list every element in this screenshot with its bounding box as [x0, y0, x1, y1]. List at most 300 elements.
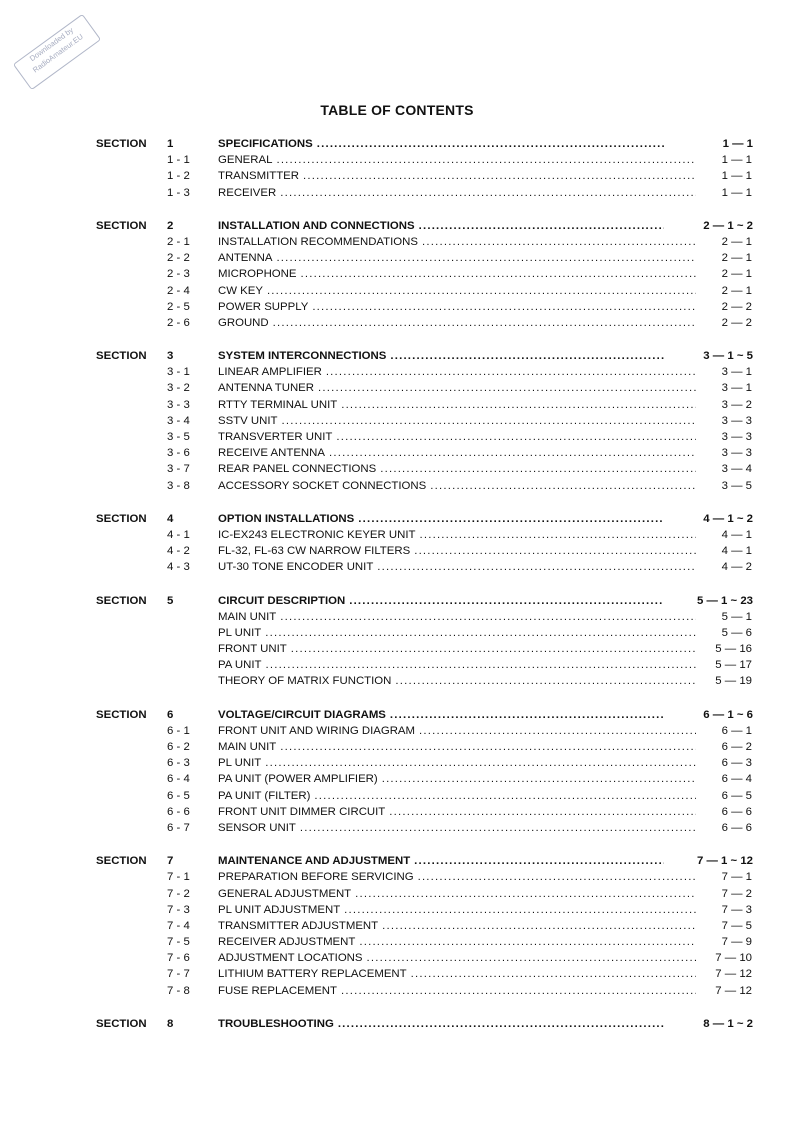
toc-entry [0, 234, 794, 250]
entry-title-leader [218, 625, 696, 641]
toc-entry [0, 788, 794, 804]
entry-page: 3 — 2 [721, 398, 752, 411]
dot-leader [318, 380, 696, 396]
entry-title: ANTENNA TUNER [218, 382, 314, 395]
entry-number: 6 - 4 [167, 773, 190, 786]
entry-title-leader [218, 461, 696, 477]
entry-title-leader [218, 983, 696, 999]
toc-entry [0, 609, 794, 625]
dot-leader [419, 218, 664, 234]
entry-number: 7 - 5 [167, 936, 190, 949]
entry-number: 7 - 8 [167, 984, 190, 997]
toc-entry [0, 657, 794, 673]
entry-title-leader [218, 250, 696, 266]
toc-entry [0, 966, 794, 982]
entry-title-leader [218, 299, 696, 315]
entry-title: PA UNIT [218, 659, 262, 672]
entry-title-leader [218, 234, 696, 250]
entry-title: TRANSVERTER UNIT [218, 431, 333, 443]
entry-title: RECEIVER ADJUSTMENT [218, 936, 356, 949]
dot-leader [414, 853, 664, 869]
toc-entry [0, 364, 794, 380]
entry-title: SENSOR UNIT [218, 821, 296, 834]
dot-leader [422, 234, 696, 250]
toc-entry [0, 527, 794, 543]
entry-title-leader [218, 966, 696, 982]
section-label: SECTION [96, 512, 147, 525]
section-page-range: 3 — 1 ~ 5 [703, 350, 753, 363]
entry-page: 2 — 2 [721, 300, 752, 313]
dot-leader [390, 348, 664, 364]
entry-number: 6 - 2 [167, 741, 190, 753]
entry-number: 6 - 3 [167, 757, 190, 770]
entry-title: GROUND [218, 316, 269, 329]
dot-leader [280, 739, 696, 755]
toc-entry [0, 869, 794, 885]
entry-title-leader [218, 657, 696, 673]
entry-title: GENERAL [218, 154, 273, 167]
toc-section-heading [0, 511, 794, 527]
entry-page: 5 — 1 [721, 610, 752, 623]
entry-title: CW KEY [218, 284, 263, 297]
entry-number: 7 - 7 [167, 968, 190, 981]
dot-leader [377, 559, 696, 575]
entry-title: SSTV UNIT [218, 414, 278, 427]
entry-number: 3 - 1 [167, 366, 190, 379]
entry-page: 3 — 1 [721, 366, 752, 379]
entry-title-leader [218, 413, 696, 429]
table-of-contents [0, 136, 794, 1049]
entry-page: 2 — 1 [721, 235, 752, 248]
entry-title-leader [218, 950, 696, 966]
dot-leader [276, 250, 696, 266]
section-title: CIRCUIT DESCRIPTION [218, 594, 346, 607]
toc-entry [0, 380, 794, 396]
entry-title-leader [218, 609, 696, 625]
section-title-leader [218, 218, 664, 234]
entry-title-leader [218, 820, 696, 836]
entry-page: 3 — 1 [721, 382, 752, 395]
entry-page: 6 — 4 [721, 773, 752, 786]
toc-section-heading [0, 1016, 794, 1032]
entry-number: 3 - 5 [167, 431, 190, 443]
dot-leader [382, 771, 696, 787]
entry-title: TRANSMITTER ADJUSTMENT [218, 919, 379, 932]
entry-page: 3 — 3 [721, 414, 752, 427]
entry-title: RTTY TERMINAL UNIT [218, 398, 338, 411]
section-title-leader [218, 136, 664, 152]
toc-entry [0, 299, 794, 315]
section-label: SECTION [96, 708, 147, 721]
entry-title: GENERAL ADJUSTMENT [218, 887, 352, 900]
toc-entry [0, 478, 794, 494]
dot-leader [338, 1016, 664, 1032]
entry-title-leader [218, 397, 696, 413]
entry-number: 4 - 2 [167, 545, 190, 558]
entry-page: 3 — 5 [721, 479, 752, 492]
entry-title: ACCESSORY SOCKET CONNECTIONS [218, 479, 427, 492]
toc-entry [0, 934, 794, 950]
toc-entry [0, 902, 794, 918]
dot-leader [358, 511, 664, 527]
toc-entry [0, 755, 794, 771]
entry-title-leader [218, 755, 696, 771]
entry-title: MAIN UNIT [218, 741, 277, 753]
entry-title-leader [218, 886, 696, 902]
entry-number: 1 - 1 [167, 154, 190, 167]
dot-leader [273, 315, 696, 331]
entry-title: REAR PANEL CONNECTIONS [218, 463, 377, 476]
entry-page: 6 — 3 [721, 757, 752, 770]
entry-title: PA UNIT (FILTER) [218, 789, 311, 802]
toc-section [0, 853, 794, 999]
section-title: SYSTEM INTERCONNECTIONS [218, 350, 387, 363]
entry-page: 7 — 9 [721, 936, 752, 949]
entry-title: FL-32, FL-63 CW NARROW FILTERS [218, 545, 411, 558]
entry-number: 4 - 1 [167, 528, 190, 541]
toc-entry [0, 168, 794, 184]
page-title: TABLE OF CONTENTS [320, 102, 474, 118]
entry-title-leader [218, 266, 696, 282]
section-page-range: 2 — 1 ~ 2 [703, 219, 753, 232]
entry-page: 1 — 1 [721, 170, 752, 183]
entry-number: 7 - 3 [167, 903, 190, 916]
entry-title: PA UNIT (POWER AMPLIFIER) [218, 773, 378, 786]
dot-leader [419, 723, 696, 739]
entry-title-leader [218, 380, 696, 396]
entry-title: TRANSMITTER [218, 170, 299, 183]
entry-number: 7 - 6 [167, 952, 190, 965]
toc-entry [0, 641, 794, 657]
toc-entry [0, 250, 794, 266]
toc-section-heading [0, 593, 794, 609]
entry-title-leader [218, 804, 696, 820]
dot-leader [341, 983, 696, 999]
entry-title: IC-EX243 ELECTRONIC KEYER UNIT [218, 528, 416, 541]
dot-leader [267, 283, 696, 299]
section-number: 8 [167, 1017, 174, 1030]
entry-page: 3 — 3 [721, 447, 752, 460]
toc-section-heading [0, 853, 794, 869]
entry-title-leader [218, 185, 696, 201]
toc-section-heading [0, 707, 794, 723]
entry-page: 1 — 1 [721, 154, 752, 167]
dot-leader [349, 593, 664, 609]
section-label: SECTION [96, 138, 147, 150]
section-title-leader [218, 348, 664, 364]
entry-page: 5 — 19 [715, 675, 752, 688]
dot-leader [411, 966, 696, 982]
toc-entry [0, 950, 794, 966]
section-title-leader [218, 593, 664, 609]
section-number: 7 [167, 855, 174, 868]
dot-leader [291, 641, 696, 657]
entry-page: 7 — 12 [715, 984, 752, 997]
toc-entry [0, 543, 794, 559]
entry-page: 6 — 6 [721, 821, 752, 834]
toc-section [0, 218, 794, 331]
entry-number: 6 - 5 [167, 789, 190, 802]
section-title: OPTION INSTALLATIONS [218, 512, 355, 525]
section-number: 1 [167, 138, 174, 150]
section-label: SECTION [96, 594, 147, 607]
dot-leader [280, 609, 696, 625]
section-title-leader [218, 1016, 664, 1032]
section-number: 5 [167, 594, 174, 607]
section-title: SPECIFICATIONS [218, 138, 313, 150]
section-label: SECTION [96, 855, 147, 868]
dot-leader [300, 820, 696, 836]
toc-section [0, 593, 794, 690]
entry-page: 7 — 1 [721, 871, 752, 884]
entry-title-leader [218, 673, 696, 689]
toc-entry [0, 413, 794, 429]
section-title-leader [218, 511, 664, 527]
dot-leader [390, 707, 664, 723]
dot-leader [430, 478, 696, 494]
entry-number: 3 - 4 [167, 414, 190, 427]
entry-page: 7 — 10 [715, 952, 752, 965]
entry-page: 3 — 3 [721, 431, 752, 443]
dot-leader [326, 364, 696, 380]
dot-leader [265, 755, 696, 771]
entry-title: THEORY OF MATRIX FUNCTION [218, 675, 392, 688]
section-label: SECTION [96, 219, 147, 232]
toc-entry [0, 445, 794, 461]
entry-page: 6 — 2 [721, 741, 752, 753]
toc-entry [0, 315, 794, 331]
dot-leader [382, 918, 696, 934]
entry-title: LITHIUM BATTERY REPLACEMENT [218, 968, 407, 981]
entry-title: LINEAR AMPLIFIER [218, 366, 322, 379]
entry-number: 3 - 2 [167, 382, 190, 395]
section-number: 3 [167, 350, 174, 363]
dot-leader [341, 397, 696, 413]
entry-title: POWER SUPPLY [218, 300, 309, 313]
toc-entry [0, 804, 794, 820]
section-title: MAINTENANCE AND ADJUSTMENT [218, 855, 411, 868]
toc-entry [0, 461, 794, 477]
dot-leader [419, 527, 696, 543]
section-page-range: 7 — 1 ~ 12 [696, 855, 753, 868]
dot-leader [414, 543, 696, 559]
entry-title: FRONT UNIT AND WIRING DIAGRAM [218, 724, 416, 737]
toc-entry [0, 266, 794, 282]
entry-title-leader [218, 429, 696, 445]
section-title: VOLTAGE/CIRCUIT DIAGRAMS [218, 708, 386, 721]
toc-entry [0, 983, 794, 999]
entry-number: 7 - 1 [167, 871, 190, 884]
entry-number: 6 - 6 [167, 805, 190, 818]
watermark-stamp: Downloaded by RadioAmateur.EU [13, 14, 101, 90]
toc-entry [0, 397, 794, 413]
entry-page: 7 — 12 [715, 968, 752, 981]
entry-page: 4 — 2 [721, 561, 752, 574]
section-page-range: 1 — 1 [722, 138, 753, 150]
dot-leader [303, 168, 696, 184]
section-title-leader [218, 707, 664, 723]
entry-title-leader [218, 723, 696, 739]
toc-section-heading [0, 348, 794, 364]
entry-number: 3 - 8 [167, 479, 190, 492]
entry-title-leader [218, 641, 696, 657]
entry-title-leader [218, 283, 696, 299]
entry-title: UT-30 TONE ENCODER UNIT [218, 561, 374, 574]
section-number: 6 [167, 708, 174, 721]
entry-number: 3 - 3 [167, 398, 190, 411]
entry-title: INSTALLATION RECOMMENDATIONS [218, 235, 418, 248]
dot-leader [367, 950, 696, 966]
entry-number: 6 - 7 [167, 821, 190, 834]
entry-title-leader [218, 478, 696, 494]
entry-page: 5 — 6 [721, 626, 752, 639]
dot-leader [265, 657, 696, 673]
dot-leader [359, 934, 696, 950]
toc-section [0, 136, 794, 201]
entry-number: 3 - 7 [167, 463, 190, 476]
entry-number: 2 - 1 [167, 235, 190, 248]
toc-entry [0, 185, 794, 201]
dot-leader [280, 185, 696, 201]
dot-leader [344, 902, 696, 918]
dot-leader [395, 673, 696, 689]
section-page-range: 5 — 1 ~ 23 [696, 594, 753, 607]
entry-page: 7 — 5 [721, 919, 752, 932]
entry-title: MAIN UNIT [218, 610, 277, 623]
toc-entry [0, 820, 794, 836]
section-title: INSTALLATION AND CONNECTIONS [218, 219, 415, 232]
section-title: TROUBLESHOOTING [218, 1017, 334, 1030]
entry-page: 2 — 1 [721, 252, 752, 265]
entry-title-leader [218, 559, 696, 575]
entry-title: ANTENNA [218, 252, 273, 265]
entry-page: 7 — 3 [721, 903, 752, 916]
section-page-range: 6 — 1 ~ 6 [703, 708, 753, 721]
entry-page: 6 — 6 [721, 805, 752, 818]
dot-leader [312, 299, 696, 315]
dot-leader [314, 788, 696, 804]
entry-title: PL UNIT [218, 757, 262, 770]
entry-title-leader [218, 739, 696, 755]
toc-entry [0, 673, 794, 689]
entry-title: FRONT UNIT [218, 643, 287, 656]
dot-leader [355, 886, 696, 902]
entry-number: 2 - 3 [167, 268, 190, 281]
toc-section [0, 1016, 794, 1032]
entry-page: 6 — 1 [721, 724, 752, 737]
entry-number: 1 - 3 [167, 186, 190, 199]
dot-leader [389, 804, 696, 820]
entry-title-leader [218, 168, 696, 184]
toc-entry [0, 429, 794, 445]
entry-title-leader [218, 869, 696, 885]
toc-section-heading [0, 136, 794, 152]
entry-page: 3 — 4 [721, 463, 752, 476]
dot-leader [282, 413, 697, 429]
section-number: 4 [167, 512, 174, 525]
entry-number: 3 - 6 [167, 447, 190, 460]
entry-title-leader [218, 918, 696, 934]
dot-leader [276, 152, 696, 168]
toc-entry [0, 918, 794, 934]
entry-number: 7 - 2 [167, 887, 190, 900]
entry-page: 7 — 2 [721, 887, 752, 900]
toc-entry [0, 886, 794, 902]
toc-entry [0, 559, 794, 575]
entry-number: 6 - 1 [167, 724, 190, 737]
entry-title: PL UNIT ADJUSTMENT [218, 903, 341, 916]
entry-title: RECEIVER [218, 186, 277, 199]
entry-page: 5 — 17 [715, 659, 752, 672]
entry-title-leader [218, 902, 696, 918]
entry-page: 2 — 1 [721, 284, 752, 297]
entry-title-leader [218, 315, 696, 331]
dot-leader [317, 136, 664, 152]
entry-page: 4 — 1 [721, 545, 752, 558]
entry-title-leader [218, 364, 696, 380]
section-page-range: 4 — 1 ~ 2 [703, 512, 753, 525]
entry-title-leader [218, 527, 696, 543]
entry-title: FRONT UNIT DIMMER CIRCUIT [218, 805, 386, 818]
dot-leader [418, 869, 696, 885]
entry-title: ADJUSTMENT LOCATIONS [218, 952, 363, 965]
entry-number: 2 - 4 [167, 284, 190, 297]
section-label: SECTION [96, 1017, 147, 1030]
section-title-leader [218, 853, 664, 869]
section-number: 2 [167, 219, 174, 232]
toc-section [0, 348, 794, 494]
toc-section [0, 707, 794, 837]
entry-title-leader [218, 934, 696, 950]
toc-section [0, 511, 794, 576]
entry-page: 1 — 1 [721, 186, 752, 199]
toc-entry [0, 283, 794, 299]
toc-section-heading [0, 218, 794, 234]
section-label: SECTION [96, 350, 147, 363]
entry-number: 7 - 4 [167, 919, 190, 932]
toc-entry [0, 625, 794, 641]
entry-title-leader [218, 771, 696, 787]
dot-leader [336, 429, 696, 445]
toc-entry [0, 723, 794, 739]
entry-title-leader [218, 543, 696, 559]
entry-title: MICROPHONE [218, 268, 297, 281]
entry-title-leader [218, 152, 696, 168]
dot-leader [380, 461, 696, 477]
entry-title: PL UNIT [218, 626, 262, 639]
entry-title: FUSE REPLACEMENT [218, 984, 337, 997]
entry-title-leader [218, 788, 696, 804]
entry-title: PREPARATION BEFORE SERVICING [218, 871, 414, 884]
section-page-range: 8 — 1 ~ 2 [703, 1017, 753, 1030]
dot-leader [300, 266, 696, 282]
entry-number: 4 - 3 [167, 561, 190, 574]
entry-number: 1 - 2 [167, 170, 190, 183]
toc-entry [0, 771, 794, 787]
dot-leader [329, 445, 696, 461]
entry-page: 6 — 5 [721, 789, 752, 802]
dot-leader [265, 625, 696, 641]
entry-page: 5 — 16 [715, 643, 752, 656]
entry-number: 2 - 6 [167, 316, 190, 329]
entry-title: RECEIVE ANTENNA [218, 447, 325, 460]
entry-number: 2 - 5 [167, 300, 190, 313]
entry-page: 2 — 2 [721, 316, 752, 329]
entry-page: 2 — 1 [721, 268, 752, 281]
toc-entry [0, 739, 794, 755]
entry-title-leader [218, 445, 696, 461]
entry-number: 2 - 2 [167, 252, 190, 265]
